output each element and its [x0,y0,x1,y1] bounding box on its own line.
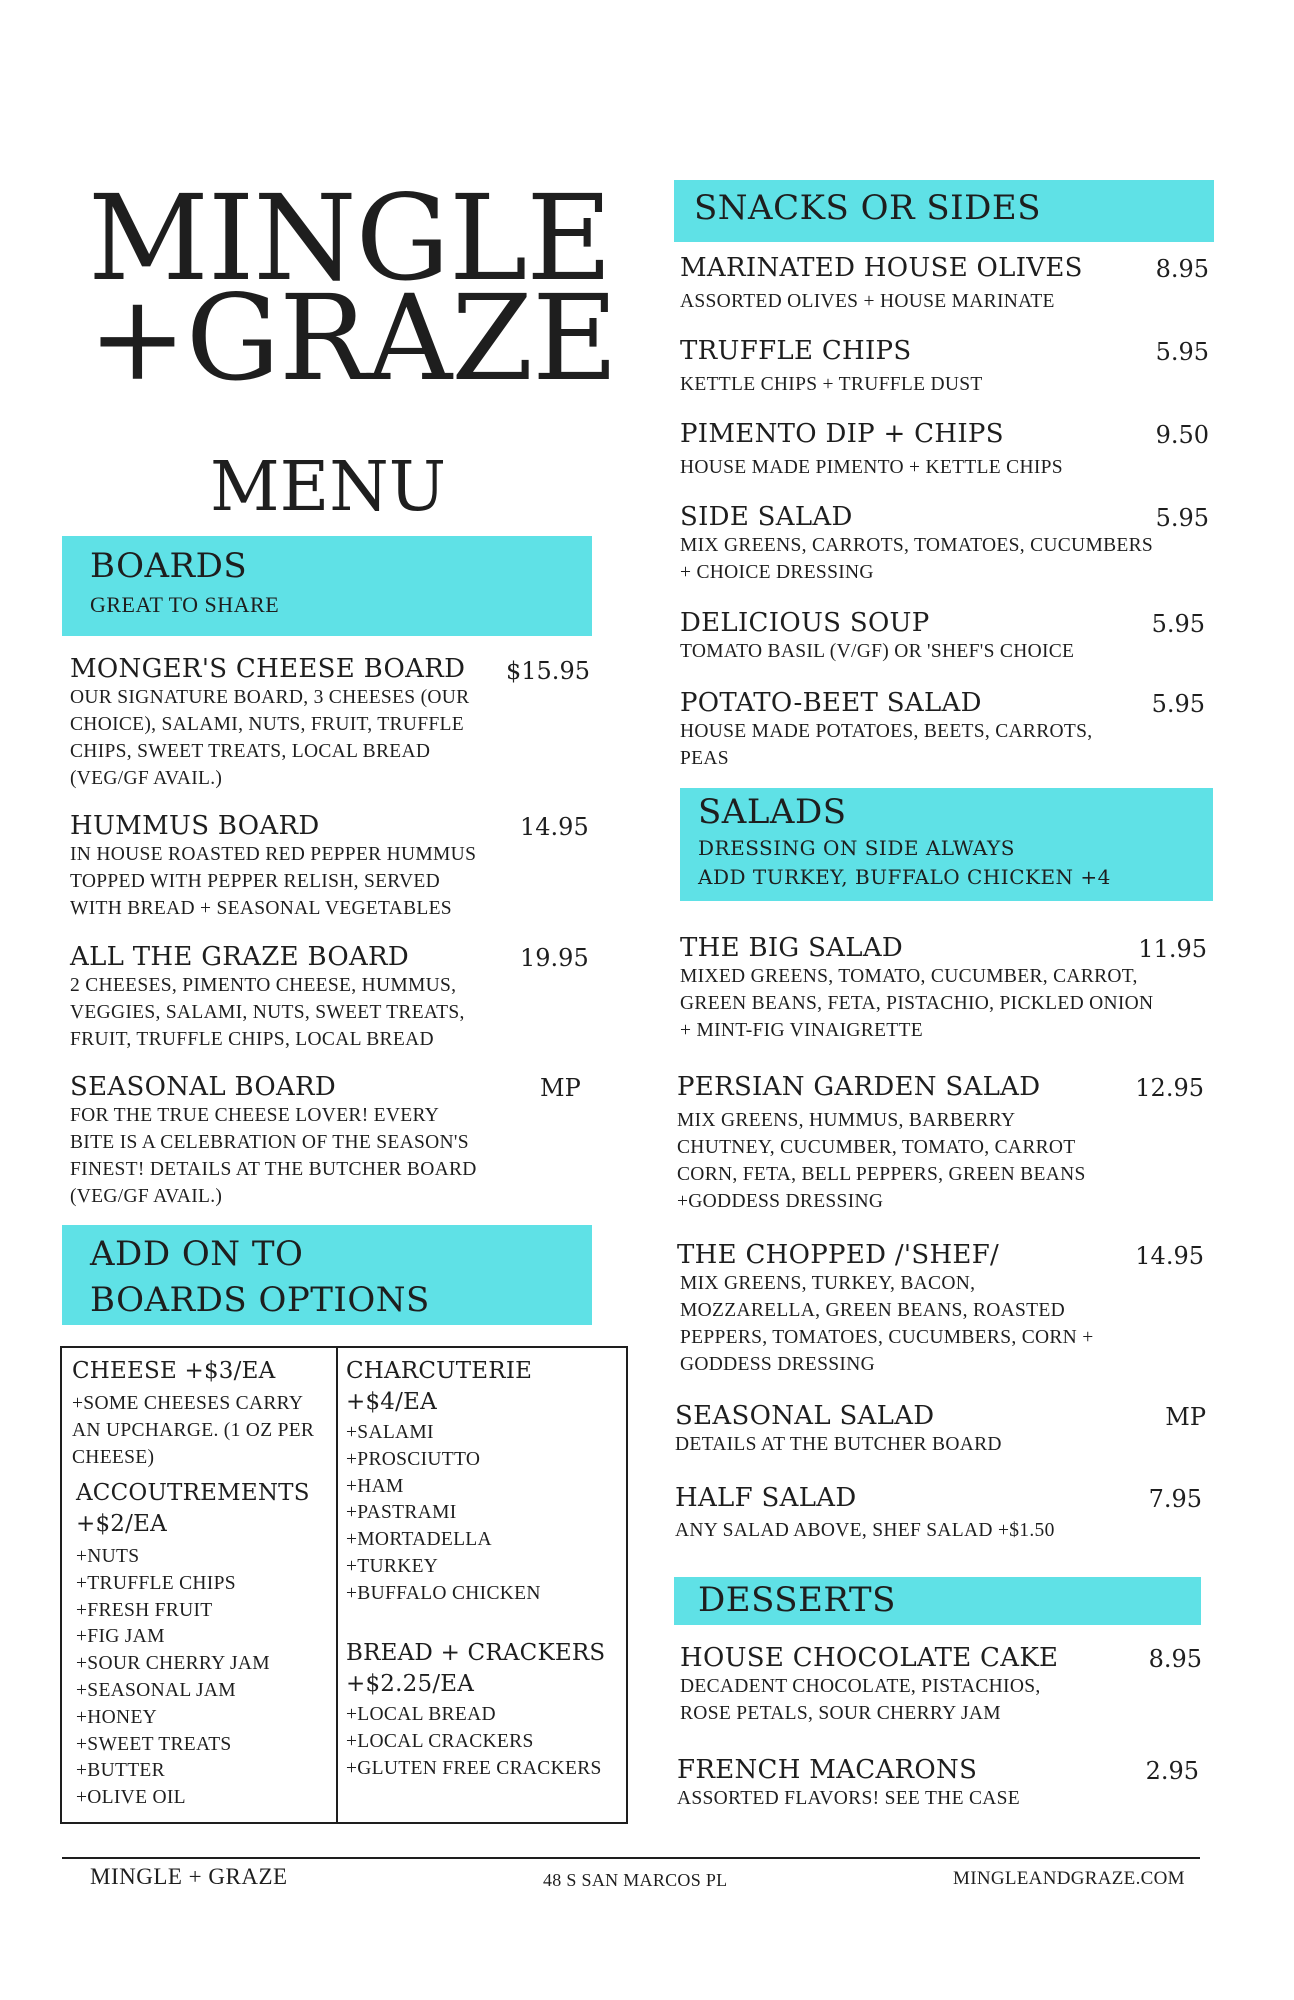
cheese-title: CHEESE +$3/EA [72,1358,276,1384]
item-description [680,532,1215,586]
desc-line: MIX GREENS, HUMMUS, BARBERRY [677,1110,1016,1131]
item-name: MARINATED HOUSE OLIVES [680,253,1083,283]
item-description [70,684,590,792]
item-price: $15.95 [506,657,590,685]
dessert-item [677,1755,1209,1812]
list-item: +NUTS [76,1546,140,1567]
item-price: MP [1165,1403,1206,1431]
salads-header-band [680,788,1213,901]
addons-box [60,1346,628,1824]
item-name: SEASONAL SALAD [675,1401,935,1431]
desc-line: ROSE PETALS, SOUR CHERRY JAM [680,1703,1001,1724]
item-name: HOUSE CHOCOLATE CAKE [680,1643,1059,1673]
desc-line: VEGGIES, SALAMI, NUTS, SWEET TREATS, [70,1002,465,1023]
item-description [675,1517,1212,1544]
desc-line: KETTLE CHIPS + TRUFFLE DUST [680,374,983,395]
snack-item [680,419,1215,481]
list-item: +HONEY [76,1706,158,1728]
salad-item [675,1483,1212,1544]
list-item: +PASTRAMI [346,1502,457,1524]
item-name: THE CHOPPED /'SHEF/ [677,1240,1000,1270]
boards-heading: BOARDS [90,546,248,586]
charcuterie-title-1: CHARCUTERIE [346,1358,533,1384]
item-description [70,1102,590,1210]
note-line: +SOME CHEESES CARRY [72,1393,304,1414]
salads-sub-line-2: ADD TURKEY, BUFFALO CHICKEN +4 [698,865,1111,889]
cheese-note [72,1391,332,1471]
item-price: 5.95 [1151,610,1205,638]
item-description [677,1785,1209,1812]
item-description [680,718,1215,772]
item-price: 14.95 [1135,1242,1204,1270]
desc-line: (VEG/GF AVAIL.) [70,1186,223,1207]
addons-heading-line-1: ADD ON TO [90,1234,304,1274]
list-item: +FIG JAM [76,1626,165,1648]
salads-heading: SALADS [698,792,847,832]
item-name: HUMMUS BOARD [70,811,320,841]
desc-line: GREEN BEANS, FETA, PISTACHIO, PICKLED ONION [680,993,1154,1014]
item-price: 19.95 [520,944,589,972]
dessert-item [680,1643,1212,1727]
footer-name: MINGLE + GRAZE [90,1864,288,1889]
list-item: +SALAMI [346,1422,434,1443]
logo-line-1: MINGLE [88,169,612,307]
snacks-heading: SNACKS OR SIDES [694,188,1041,228]
desc-line: CHOICE), SALAMI, NUTS, FRUIT, TRUFFLE [70,714,464,735]
boards-header-band [62,536,592,636]
item-price: 14.95 [520,813,589,841]
accoutrements-title-1: ACCOUTREMENTS [76,1480,310,1506]
snack-item [680,253,1215,315]
list-item: +OLIVE OIL [76,1787,186,1809]
item-price: 11.95 [1138,935,1207,963]
desc-line: CHIPS, SWEET TREATS, LOCAL BREAD [70,741,431,762]
item-price: 5.95 [1155,338,1209,366]
desc-line: MIXED GREENS, TOMATO, CUCUMBER, CARROT, [680,966,1138,987]
item-price: 5.95 [1155,504,1209,532]
board-item [70,654,590,792]
salad-item [680,933,1215,1044]
desc-line: ASSORTED FLAVORS! SEE THE CASE [677,1788,1020,1809]
item-description [680,454,1215,481]
desc-line: +GODDESS DRESSING [677,1191,884,1212]
snack-item [680,336,1215,398]
bread-title-1: BREAD + CRACKERS [346,1640,606,1666]
item-description [680,288,1215,315]
desc-line: MOZZARELLA, GREEN BEANS, ROASTED [680,1300,1065,1321]
list-item: +LOCAL BREAD [346,1704,496,1725]
list-item: +FRESH FRUIT [76,1599,213,1621]
list-item: +BUTTER [76,1760,165,1782]
desc-line: FINEST! DETAILS AT THE BUTCHER BOARD [70,1159,477,1180]
item-name: PERSIAN GARDEN SALAD [677,1072,1041,1102]
desc-line: BITE IS A CELEBRATION OF THE SEASON'S [70,1132,469,1153]
item-description [680,371,1215,398]
charcuterie-section [346,1356,626,1608]
snack-item [680,608,1215,665]
item-price: 8.95 [1148,1645,1202,1673]
desc-line: CORN, FETA, BELL PEPPERS, GREEN BEANS [677,1164,1086,1185]
item-price: 2.95 [1145,1757,1199,1785]
item-name: HALF SALAD [675,1483,857,1513]
board-item [70,942,590,1053]
item-name: PIMENTO DIP + CHIPS [680,419,1004,449]
desc-line: FOR THE TRUE CHEESE LOVER! EVERY [70,1105,440,1126]
item-name: ALL THE GRAZE BOARD [70,942,410,972]
desc-line: HOUSE MADE POTATOES, BEETS, CARROTS, [680,721,1093,742]
item-description [675,1431,1212,1458]
item-name: SIDE SALAD [680,502,853,532]
accoutrements-title-2: +$2/EA [76,1511,167,1537]
item-price: 5.95 [1151,690,1205,718]
desc-line: DECADENT CHOCOLATE, PISTACHIOS, [680,1676,1041,1697]
board-item [70,811,590,922]
note-line: AN UPCHARGE. (1 OZ PER [72,1419,315,1441]
addons-header-band [62,1225,592,1325]
item-description [70,841,590,922]
item-name: FRENCH MACARONS [677,1755,978,1785]
desc-line: HOUSE MADE PIMENTO + KETTLE CHIPS [680,457,1063,478]
item-description [680,1673,1212,1727]
charcuterie-list [346,1420,626,1608]
desc-line: PEAS [680,748,729,769]
addons-heading-line-2: BOARDS OPTIONS [90,1280,430,1320]
item-price: MP [540,1074,581,1102]
desc-line: + MINT-FIG VINAIGRETTE [680,1020,923,1041]
snacks-header-band [674,180,1214,242]
logo-line-2: +GRAZE [88,269,618,407]
desc-line: CHUTNEY, CUCUMBER, TOMATO, CARROT [677,1137,1076,1158]
footer-website[interactable] [953,1868,1185,1890]
snack-item [680,502,1215,586]
desc-line: ASSORTED OLIVES + HOUSE MARINATE [680,291,1055,312]
item-description [680,963,1215,1044]
desc-line: GODDESS DRESSING [680,1354,875,1375]
list-item: +BUFFALO CHICKEN [346,1582,541,1604]
item-description [70,972,590,1053]
item-price: 12.95 [1135,1074,1204,1102]
desc-line: PEPPERS, TOMATOES, CUCUMBERS, CORN + [680,1327,1094,1348]
website-link[interactable]: MINGLEANDGRAZE.COM [953,1868,1185,1889]
list-item: +PROSCIUTTO [346,1448,481,1470]
desc-line: DETAILS AT THE BUTCHER BOARD [675,1434,1002,1455]
list-item: +SOUR CHERRY JAM [76,1653,270,1675]
item-name: THE BIG SALAD [680,933,904,963]
accoutrements-section [76,1478,336,1812]
list-item: +GLUTEN FREE CRACKERS [346,1757,602,1779]
menu-label: MENU [210,448,447,527]
snack-item [680,688,1215,772]
bread-list [346,1702,626,1782]
item-name: MONGER'S CHEESE BOARD [70,654,466,684]
desc-line: TOPPED WITH PEPPER RELISH, SERVED [70,871,441,892]
desc-line: (VEG/GF AVAIL.) [70,768,223,789]
accoutrements-list [76,1544,336,1812]
list-item: +SEASONAL JAM [76,1679,236,1701]
desc-line: + CHOICE DRESSING [680,562,874,583]
charcuterie-title-2: +$4/EA [346,1389,437,1415]
desc-line: WITH BREAD + SEASONAL VEGETABLES [70,898,452,919]
bread-section [346,1638,626,1782]
item-price: 7.95 [1148,1485,1202,1513]
desserts-header-band [674,1577,1201,1625]
item-name: DELICIOUS SOUP [680,608,930,638]
list-item: +TURKEY [346,1555,439,1577]
list-item: +LOCAL CRACKERS [346,1730,534,1752]
addons-box-divider [336,1348,338,1822]
desc-line: TOMATO BASIL (V/GF) OR 'SHEF'S CHOICE [680,641,1075,662]
salad-item [677,1072,1212,1215]
salads-sub-line-1: DRESSING ON SIDE ALWAYS [698,836,1015,860]
item-price: 8.95 [1155,255,1209,283]
bread-title-2: +$2.25/EA [346,1671,475,1697]
desc-line: MIX GREENS, CARROTS, TOMATOES, CUCUMBERS [680,535,1154,556]
desc-line: OUR SIGNATURE BOARD, 3 CHEESES (OUR [70,687,470,708]
salad-item [677,1240,1212,1378]
item-description [680,638,1215,665]
desc-line: MIX GREENS, TURKEY, BACON, [680,1273,976,1294]
footer-address: 48 S SAN MARCOS PL [543,1870,728,1890]
item-description [677,1270,1212,1378]
note-line: CHEESE) [72,1446,155,1468]
desc-line: FRUIT, TRUFFLE CHIPS, LOCAL BREAD [70,1029,434,1050]
footer-rule [62,1857,1200,1859]
salad-item [675,1401,1212,1458]
item-name: TRUFFLE CHIPS [680,336,912,366]
item-name: POTATO-BEET SALAD [680,688,982,718]
boards-subheading: GREAT TO SHARE [90,592,280,617]
list-item: +TRUFFLE CHIPS [76,1572,236,1594]
item-price: 9.50 [1155,421,1209,449]
item-name: SEASONAL BOARD [70,1072,337,1102]
desc-line: ANY SALAD ABOVE, SHEF SALAD +$1.50 [675,1520,1055,1541]
list-item: +SWEET TREATS [76,1733,232,1755]
desserts-heading: DESSERTS [698,1580,896,1620]
list-item: +HAM [346,1475,404,1497]
desc-line: 2 CHEESES, PIMENTO CHEESE, HUMMUS, [70,975,457,996]
logo-title [88,169,618,407]
item-description [677,1107,1212,1215]
cheese-section [72,1356,332,1471]
board-item [70,1072,590,1210]
list-item: +MORTADELLA [346,1529,492,1551]
desc-line: IN HOUSE ROASTED RED PEPPER HUMMUS [70,844,477,865]
